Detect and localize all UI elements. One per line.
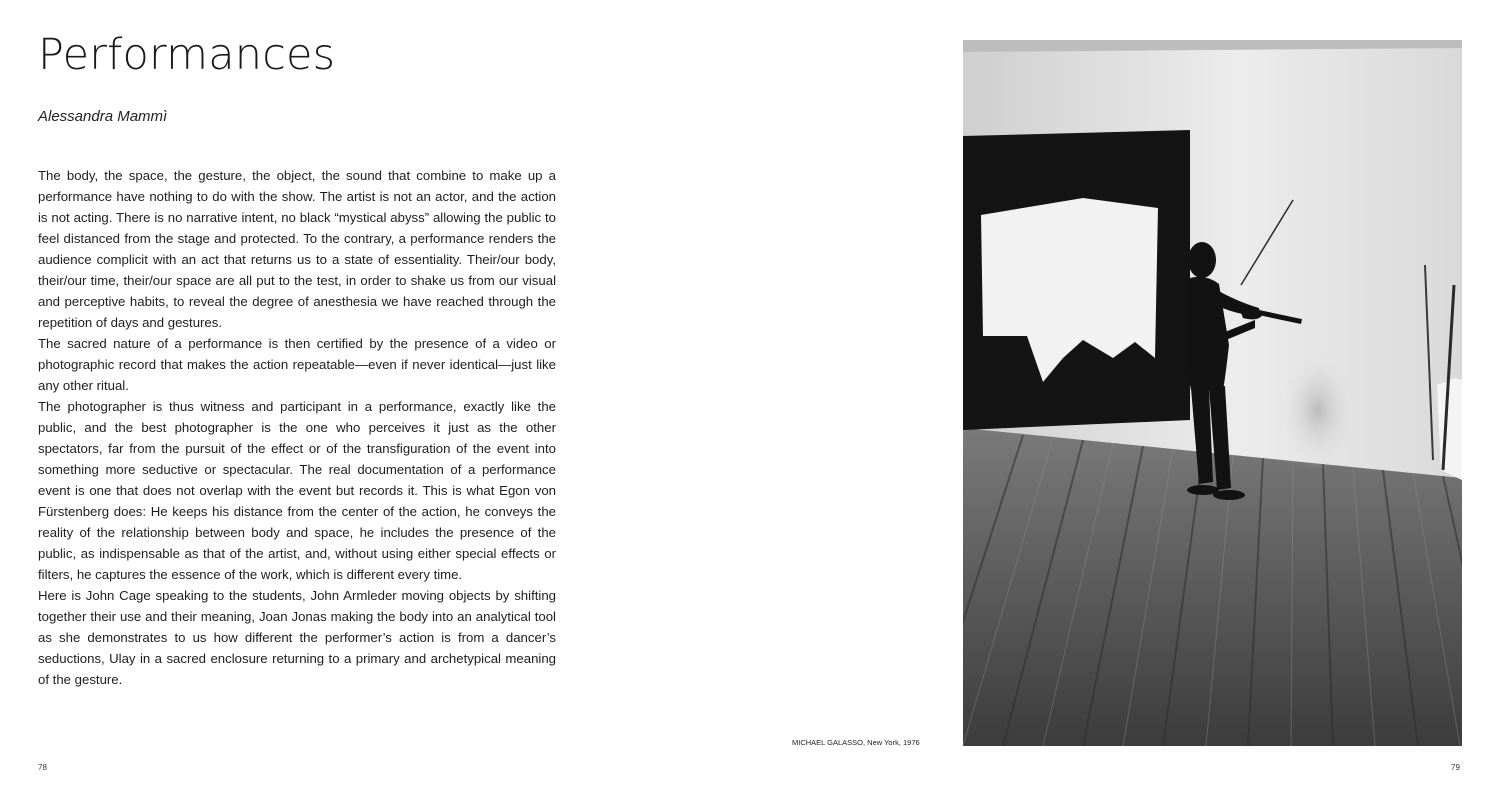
article-body (38, 165, 556, 690)
page-number-right: 79 (1451, 763, 1460, 772)
page-number-left: 78 (38, 763, 47, 772)
paragraph-4: Here is John Cage speaking to the students, John Armleder moving objects by shifting together their use and their meaning, Joan Jonas making the body into an analytical tool as she demonstrates to us how different the performer’s action is from a dancer’s seductions, Ulay in a sacred enclosure returning to a primary and archetypical meaning of the gesture. (38, 588, 556, 687)
page-title: Performances (38, 30, 336, 80)
photo-caption: MICHAEL GALASSO, New York, 1976 (792, 738, 920, 747)
paragraph-1: The body, the space, the gesture, the object, the sound that combine to make up a performance have nothing to do with the show. The artist is not an actor, and the action is not acting. There is no narrative intent, no black “mystical abyss” allowing the public to feel distanced from the stage and protected. To the contrary, a performance renders the audience complicit with an act that returns us to a state of essentiality. Their/our body, their/our time, their/our space are all put to the test, in order to shake us from our visual and perceptive habits, to reveal the degree of anesthesia we have reached through the repetition of days and gestures. (38, 168, 556, 330)
paragraph-3: The photographer is thus witness and participant in a performance, exactly like the public, and the best photographer is the one who perceives it just as the other spectators, far from the pursuit of the effect or of the transfiguration of the event into something more seductive or spectacular. The real documentation of a performance event is one that does not overlap with the event but records it. This is what Egon von Fürstenberg does: He keeps his distance from the center of the action, he conveys the reality of the relationship between body and space, he includes the presence of the public, as indispensable as that of the artist, and, without using either special effects or filters, he captures the essence of the work, which is different every time. (38, 399, 556, 582)
performance-photo (963, 40, 1462, 746)
author-name: Alessandra Mammì (38, 108, 168, 125)
paragraph-2: The sacred nature of a performance is then certified by the presence of a video or photographic record that makes the action repeatable—even if never identical—just like any other ritual. (38, 336, 556, 393)
